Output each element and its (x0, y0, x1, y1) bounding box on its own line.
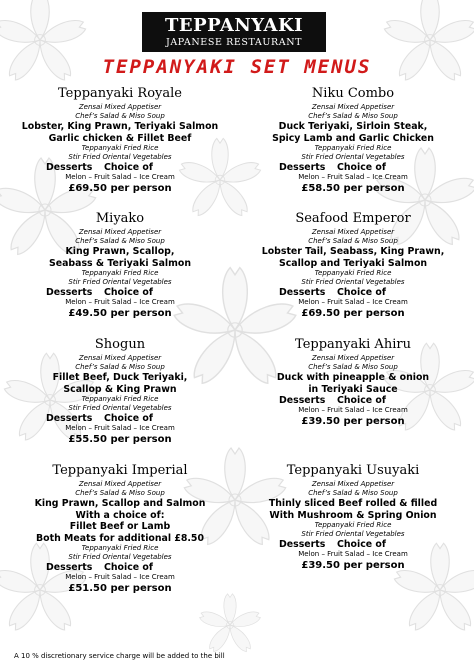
main-course-line: Thinly sliced Beef rolled & filled (268, 498, 438, 509)
desserts-label: Desserts (279, 395, 326, 406)
side-dish-line: Teppanyaki Fried Rice (81, 395, 159, 403)
set-price: £69.50 per person (301, 308, 405, 319)
appetiser-line: Chef’s Salad & Miso Soup (308, 363, 398, 371)
set-name: Shogun (94, 337, 146, 352)
desserts-row (243, 287, 463, 298)
dessert-options: Melon – Fruit Salad – Ice Cream (65, 424, 175, 432)
desserts-row (10, 413, 230, 424)
dessert-options: Melon – Fruit Salad – Ice Cream (298, 550, 408, 558)
main-course-line: With a choice of: (75, 509, 165, 521)
set-menu-shogun (10, 337, 230, 446)
side-dish-line: Stir Fried Oriental Vegetables (68, 404, 172, 412)
main-course-line: Duck with pineapple & onion (276, 372, 430, 383)
main-course-line: Fillet Beef, Duck Teriyaki, (52, 372, 188, 383)
set-name: Teppanyaki Usuyaki (286, 463, 420, 478)
set-name: Niku Combo (311, 86, 395, 101)
desserts-row (243, 162, 463, 173)
side-dish-line: Teppanyaki Fried Rice (81, 544, 159, 552)
side-dish-line: Teppanyaki Fried Rice (81, 269, 159, 277)
set-price: £69.50 per person (68, 183, 172, 194)
appetiser-line: Zensai Mixed Appetiser (78, 480, 162, 488)
desserts-label: Desserts (279, 162, 326, 173)
set-menu-seafood-emperor (243, 211, 463, 320)
appetiser-line: Chef’s Salad & Miso Soup (75, 237, 165, 245)
main-course-line: Both Meats for additional £8.50 (36, 532, 204, 544)
set-menu-teppanyaki-imperial (10, 463, 230, 595)
side-dish-line: Stir Fried Oriental Vegetables (301, 153, 405, 161)
desserts-label: Desserts (279, 539, 326, 550)
dessert-options: Melon – Fruit Salad – Ice Cream (298, 406, 408, 414)
appetiser-line: Zensai Mixed Appetiser (311, 354, 395, 362)
dessert-options: Melon – Fruit Salad – Ice Cream (298, 298, 408, 306)
set-price: £49.50 per person (68, 308, 172, 319)
page-heading: TEPPANYAKI SET MENUS (102, 56, 372, 78)
main-course-line: Duck Teriyaki, Sirloin Steak, (278, 121, 428, 132)
main-course-line: Fillet Beef or Lamb (69, 521, 171, 532)
desserts-label: Desserts (46, 287, 93, 298)
set-name: Miyako (95, 211, 145, 226)
desserts-label: Desserts (46, 413, 93, 424)
side-dish-line: Stir Fried Oriental Vegetables (301, 530, 405, 538)
main-course-line: Lobster, King Prawn, Teriyaki Salmon (21, 121, 219, 132)
set-menu-teppanyaki-ahiru (243, 337, 463, 428)
dessert-options: Melon – Fruit Salad – Ice Cream (298, 173, 408, 181)
main-course-line: Lobster Tail, Seabass, King Prawn, (261, 246, 445, 257)
set-name: Teppanyaki Ahiru (295, 337, 411, 352)
main-course-line: King Prawn, Scallop and Salmon (34, 498, 206, 509)
appetiser-line: Zensai Mixed Appetiser (311, 480, 395, 488)
appetiser-line: Zensai Mixed Appetiser (311, 103, 395, 111)
set-name: Seafood Emperor (295, 211, 411, 226)
service-charge-note: A 10 % discretionary service charge will be added to the bill (14, 652, 225, 660)
appetiser-line: Chef’s Salad & Miso Soup (75, 489, 165, 497)
restaurant-logo (142, 12, 326, 52)
dessert-choice-label: Choice of (104, 413, 153, 424)
dessert-options: Melon – Fruit Salad – Ice Cream (65, 298, 175, 306)
appetiser-line: Chef’s Salad & Miso Soup (308, 112, 398, 120)
desserts-row (243, 539, 463, 550)
dessert-choice-label: Choice of (104, 562, 153, 573)
side-dish-line: Stir Fried Oriental Vegetables (68, 153, 172, 161)
main-course-line: Seabass & Teriyaki Salmon (48, 257, 191, 269)
set-menu-teppanyaki-royale (10, 86, 230, 195)
set-price: £58.50 per person (301, 183, 405, 194)
dessert-choice-label: Choice of (104, 287, 153, 298)
dessert-options: Melon – Fruit Salad – Ice Cream (65, 573, 175, 581)
main-course-line: Spicy Lamb and Garlic Chicken (272, 132, 434, 144)
main-course-line: Garlic chicken & Fillet Beef (48, 132, 192, 144)
set-menu-miyako (10, 211, 230, 320)
desserts-row (10, 162, 230, 173)
dessert-choice-label: Choice of (337, 395, 386, 406)
desserts-label: Desserts (279, 287, 326, 298)
appetiser-line: Zensai Mixed Appetiser (78, 228, 162, 236)
side-dish-line: Stir Fried Oriental Vegetables (68, 278, 172, 286)
appetiser-line: Zensai Mixed Appetiser (78, 103, 162, 111)
logo-name: TEPPANYAKI (164, 15, 304, 36)
set-price: £51.50 per person (68, 583, 172, 594)
appetiser-line: Zensai Mixed Appetiser (311, 228, 395, 236)
set-price: £55.50 per person (68, 434, 172, 445)
dessert-choice-label: Choice of (337, 162, 386, 173)
desserts-row (10, 287, 230, 298)
dessert-choice-label: Choice of (337, 539, 386, 550)
main-course-line: Scallop and Teriyaki Salmon (278, 257, 428, 269)
appetiser-line: Zensai Mixed Appetiser (78, 354, 162, 362)
logo-subtitle: JAPANESE RESTAURANT (165, 37, 303, 48)
dessert-choice-label: Choice of (337, 287, 386, 298)
dessert-options: Melon – Fruit Salad – Ice Cream (65, 173, 175, 181)
appetiser-line: Chef’s Salad & Miso Soup (308, 489, 398, 497)
desserts-row (243, 395, 463, 406)
side-dish-line: Stir Fried Oriental Vegetables (68, 553, 172, 561)
side-dish-line: Stir Fried Oriental Vegetables (301, 278, 405, 286)
main-course-line: King Prawn, Scallop, (65, 246, 175, 257)
appetiser-line: Chef’s Salad & Miso Soup (75, 363, 165, 371)
appetiser-line: Chef’s Salad & Miso Soup (308, 237, 398, 245)
side-dish-line: Teppanyaki Fried Rice (81, 144, 159, 152)
set-menu-niku-combo (243, 86, 463, 195)
set-name: Teppanyaki Imperial (52, 463, 188, 478)
side-dish-line: Teppanyaki Fried Rice (314, 269, 392, 277)
main-course-line: in Teriyaki Sauce (308, 383, 398, 395)
desserts-label: Desserts (46, 562, 93, 573)
set-price: £39.50 per person (301, 560, 405, 571)
appetiser-line: Chef’s Salad & Miso Soup (75, 112, 165, 120)
set-menu-teppanyaki-usuyaki (243, 463, 463, 572)
side-dish-line: Teppanyaki Fried Rice (314, 521, 392, 529)
desserts-row (10, 562, 230, 573)
set-price: £39.50 per person (301, 416, 405, 427)
dessert-choice-label: Choice of (104, 162, 153, 173)
set-name: Teppanyaki Royale (58, 86, 182, 101)
desserts-label: Desserts (46, 162, 93, 173)
main-course-line: With Mushroom & Spring Onion (269, 509, 437, 521)
side-dish-line: Teppanyaki Fried Rice (314, 144, 392, 152)
main-course-line: Scallop & King Prawn (63, 383, 177, 395)
